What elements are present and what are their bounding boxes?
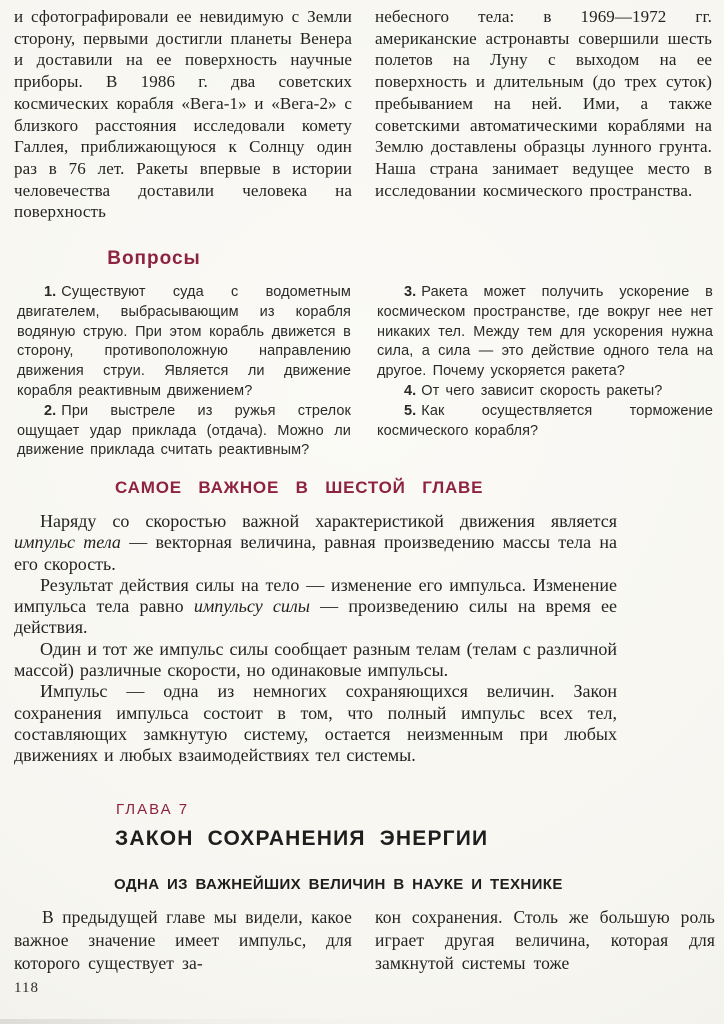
italic-term: импульс тела (14, 532, 121, 553)
question-number: 4. (404, 382, 417, 399)
question-item-1 (17, 283, 351, 402)
question-text: При выстреле из ружья стрелок ощущает удар приклада (отдача). Можно ли движение приклада считать реактивным? (17, 402, 351, 459)
top-right-column-text: небесного тела: в 1969—1972 гг. американские астронавты совершили шесть полетов на Луну с выходом на ее поверхность и длительным (до трех суток) пребыванием на ней. Ими, а также советскими автоматическими кораблями на Землю доставлены образцы лунного грунта. Наша страна занимает ведущее место в исследовании космического пространства. (375, 7, 712, 200)
question-number: 5. (404, 402, 417, 419)
chapter-title: ЗАКОН СОХРАНЕНИЯ ЭНЕРГИИ (115, 827, 489, 850)
question-text: Существуют суда с водометным двигателем, выбрасывающим из корабля водяную струю. При этом корабль движется в сторону, противоположную направлению движения струи. Является ли движение корабля реактивным движением? (17, 284, 351, 399)
bottom-right-column-text: кон сохранения. Столь же большую роль играет другая величина, которая для замкнутой системы тоже (375, 907, 715, 973)
questions-heading: Вопросы (107, 248, 201, 269)
page-number: 118 (14, 980, 39, 996)
question-text: От чего зависит скорость ракеты? (421, 382, 663, 399)
italic-term: импульсу силы (193, 596, 310, 617)
summary-paragraph-3: Один и тот же импульс силы сообщает разным телам (телам с различной массой) различные скорости, но одинаковые импульсы. (14, 638, 617, 681)
question-item-2 (17, 402, 351, 461)
questions-left-column (17, 283, 351, 461)
question-number: 1. (44, 284, 57, 300)
chapter-kicker: ГЛАВА 7 (116, 801, 190, 818)
bottom-left-column-text: В предыдущей главе мы видели, какое важное значение имеет импульс, для которого существует за- (14, 907, 352, 973)
question-item-5 (377, 402, 713, 442)
questions-right-column (377, 283, 713, 441)
question-number: 2. (44, 402, 57, 419)
top-left-column-text: и сфотографировали ее невидимую с Земли сторону, первыми достигли планеты Венера и доставили на ее поверхность научные приборы. В 1986 г. два советских космических корабля «Вега-1» и «Вега-2» с близкого расстояния исследовали комету Галлея, приближающуюся к Солнцу один раз в 76 лет. Ракеты впервые в истории человечества доставили человека на поверхность (14, 7, 352, 222)
summary-body (14, 511, 617, 767)
question-number: 3. (404, 284, 417, 300)
summary-heading: САМОЕ ВАЖНОЕ В ШЕСТОЙ ГЛАВЕ (115, 478, 484, 497)
question-item-3 (377, 283, 713, 382)
summary-paragraph-4: Импульс — одна из немногих сохраняющихся величин. Закон сохранения импульса состоит в том, что полный импульс всех тел, составляющих замкнутую систему, остается неизменным при любых движениях и любых взаимодействиях тел системы. (14, 681, 617, 766)
chapter-subtitle: ОДНА ИЗ ВАЖНЕЙШИХ ВЕЛИЧИН В НАУКЕ И ТЕХНИКЕ (114, 876, 563, 893)
summary-paragraph-1: Наряду со скоростью важной характеристикой движения является импульс тела — векторная величина, равная произведению массы тела на его скорость. (14, 511, 617, 574)
question-text: Как осуществляется торможение космического корабля? (377, 402, 713, 439)
summary-paragraph-2: Результат действия силы на тело — изменение его импульса. Изменение импульса тела равно импульсу силы — произведению силы на время ее действия. (14, 574, 617, 638)
question-text: Ракета может получить ускорение в космическом пространстве, где вокруг нее нет никаких тел. Между тем для ускорения нужна сила, а сила — это действие одного тела на другое. Почему ускоряется ракета? (377, 284, 713, 380)
question-item-4 (377, 382, 713, 402)
